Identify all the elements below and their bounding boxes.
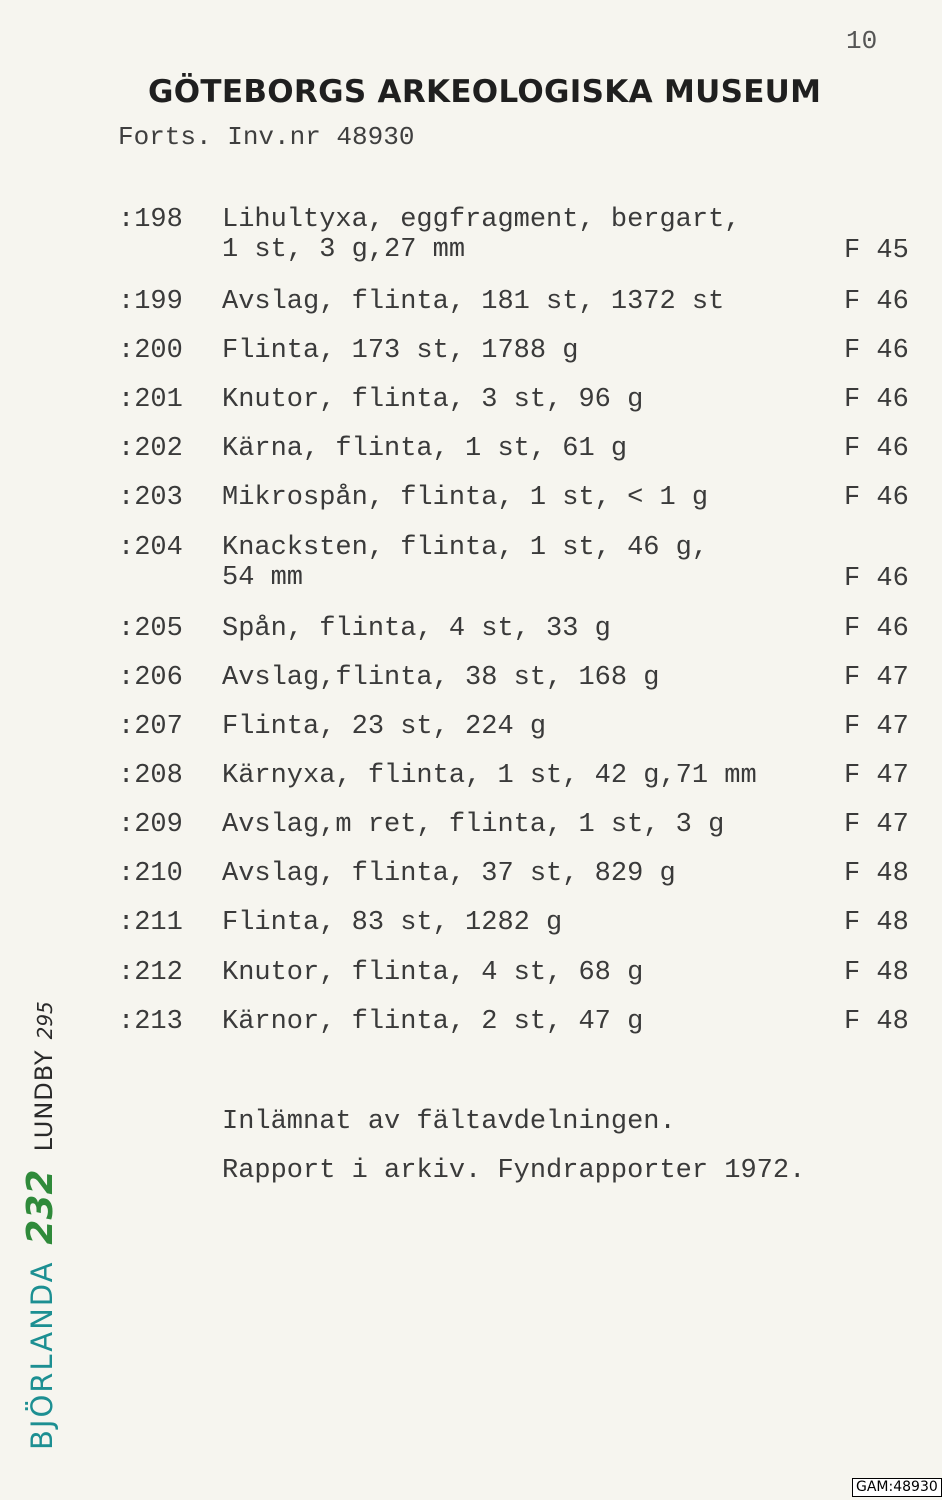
entry-description: Kärnor, flinta, 2 st, 47 g [222,1007,644,1037]
entry-reference: F 47 [844,663,909,693]
entry-description: Kärnyxa, flinta, 1 st, 42 g,71 mm [222,761,757,791]
entry-description: Knutor, flinta, 4 st, 68 g [222,958,644,988]
entry-number: :203 [118,483,183,513]
page-number: 10 [846,26,878,56]
archive-id-stamp: GAM:48930 [852,1478,942,1497]
list-item [0,385,942,433]
entry-number: :201 [118,385,183,415]
list-item [0,761,942,809]
entry-description [222,533,708,593]
list-item [0,434,942,482]
entry-description: Knutor, flinta, 3 st, 96 g [222,385,644,415]
entry-reference: F 46 [844,564,909,594]
entry-number: :213 [118,1007,183,1037]
entry-reference: F 47 [844,712,909,742]
entry-number: :209 [118,810,183,840]
entry-description [222,205,740,265]
list-item [0,533,942,594]
entry-reference: F 45 [844,236,909,266]
entry-number: :207 [118,712,183,742]
entry-number: :202 [118,434,183,464]
entry-reference: F 48 [844,958,909,988]
entry-line1: Knacksten, flinta, 1 st, 46 g, [222,533,709,563]
inventory-line: Forts. Inv.nr 48930 [118,122,415,152]
entry-number: :212 [118,958,183,988]
list-item [0,908,942,956]
entry-number: :211 [118,908,183,938]
entry-number: :208 [118,761,183,791]
entry-line1: Lihultyxa, eggfragment, bergart, [222,205,741,235]
side-site-number: 232 [20,1169,61,1245]
entry-reference: F 46 [844,287,909,317]
entry-description: Kärna, flinta, 1 st, 61 g [222,434,628,464]
list-item [0,712,942,760]
entry-description: Flinta, 83 st, 1282 g [222,908,563,938]
entry-reference: F 48 [844,1007,909,1037]
side-parish-number: 295 [33,1001,57,1040]
list-item [0,205,942,266]
entry-description: Spån, flinta, 4 st, 33 g [222,614,611,644]
entry-number: :204 [118,533,183,563]
side-place-name: BJÖRLANDA [25,1260,59,1450]
museum-title: GÖTEBORGS ARKEOLOGISKA MUSEUM [148,74,822,110]
list-item [0,483,942,531]
entry-description: Flinta, 23 st, 224 g [222,712,547,742]
list-item [0,287,942,335]
entry-number: :199 [118,287,183,317]
entry-reference: F 46 [844,614,909,644]
entry-description: Mikrospån, flinta, 1 st, < 1 g [222,483,709,513]
entry-line2: 54 mm [222,563,304,593]
footer-note: Inlämnat av fältavdelningen. [222,1107,676,1137]
entry-number: :206 [118,663,183,693]
entry-description: Flinta, 173 st, 1788 g [222,336,579,366]
entry-line2: 1 st, 3 g,27 mm [222,235,466,265]
list-item [0,336,942,384]
entry-reference: F 48 [844,908,909,938]
entry-number: :200 [118,336,183,366]
list-item [0,614,942,662]
entry-reference: F 48 [844,859,909,889]
entry-reference: F 47 [844,810,909,840]
entry-number: :210 [118,859,183,889]
list-item [0,958,942,1006]
entry-description: Avslag, flinta, 181 st, 1372 st [222,287,725,317]
entry-reference: F 46 [844,385,909,415]
side-location-label [20,1001,61,1450]
entry-number: :205 [118,614,183,644]
side-parish-name: LUNDBY [30,1049,58,1152]
entry-reference: F 46 [844,336,909,366]
entry-description: Avslag,flinta, 38 st, 168 g [222,663,660,693]
entry-description: Avslag,m ret, flinta, 1 st, 3 g [222,810,725,840]
entry-reference: F 46 [844,483,909,513]
entry-reference: F 46 [844,434,909,464]
list-item [0,859,942,907]
entry-reference: F 47 [844,761,909,791]
footer-report: Rapport i arkiv. Fyndrapporter 1972. [222,1156,806,1186]
list-item [0,663,942,711]
list-item [0,810,942,858]
entry-description: Avslag, flinta, 37 st, 829 g [222,859,676,889]
entry-number: :198 [118,205,183,235]
list-item [0,1007,942,1055]
